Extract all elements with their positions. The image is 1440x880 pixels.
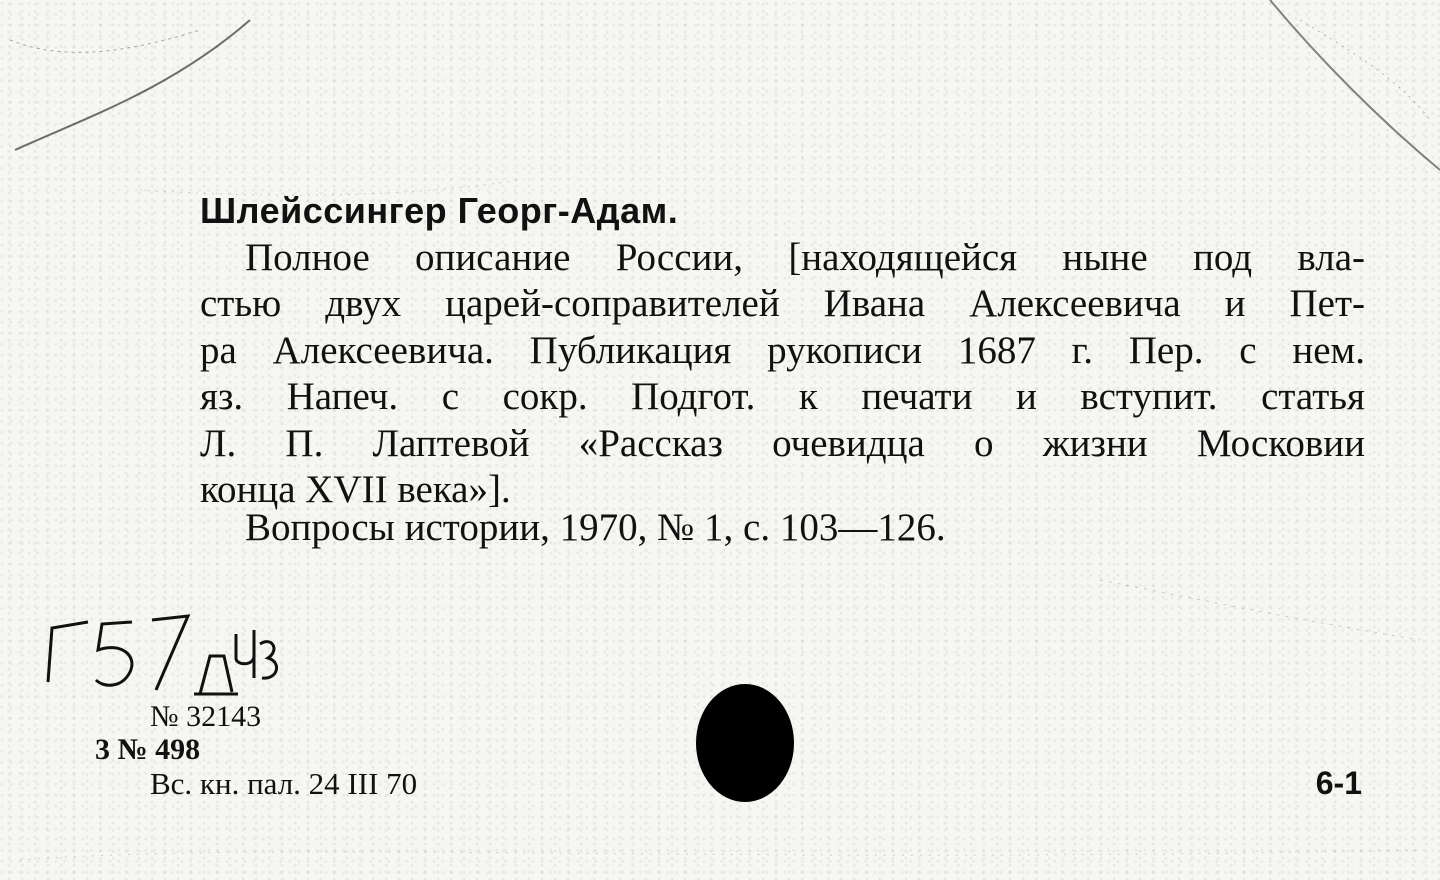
description-line: стью двух царей-соправителей Ивана Алексеевича и Пет- <box>200 282 1365 325</box>
handwritten-shelfmark <box>40 600 280 710</box>
book-chamber-note: Вс. кн. пал. 24 III 70 <box>150 766 418 801</box>
accession-number: 3 № 498 <box>95 733 201 766</box>
description-line: Полное описание России, [находящейся ныне под вла- <box>245 235 1365 279</box>
description-line: яз. Напеч. с сокр. Подгот. к печати и вступит. статья <box>200 375 1365 418</box>
bibliographic-entry <box>200 188 1365 514</box>
card-ref-code: 6-1 <box>1315 765 1362 801</box>
inventory-number: № 32143 <box>150 700 262 733</box>
source-citation: Вопросы истории, 1970, № 1, с. 103—126. <box>245 506 946 549</box>
description-line: конца XVII века»]. <box>200 468 511 511</box>
author-name: Шлейссингер Георг-Адам. <box>200 190 679 231</box>
punched-hole <box>696 684 794 802</box>
description-line: ра Алексеевича. Публикация рукописи 1687 г. Пер. с нем. <box>200 328 1365 372</box>
description-line: Л. П. Лаптевой «Рассказ очевидца о жизни Московии <box>200 421 1365 465</box>
